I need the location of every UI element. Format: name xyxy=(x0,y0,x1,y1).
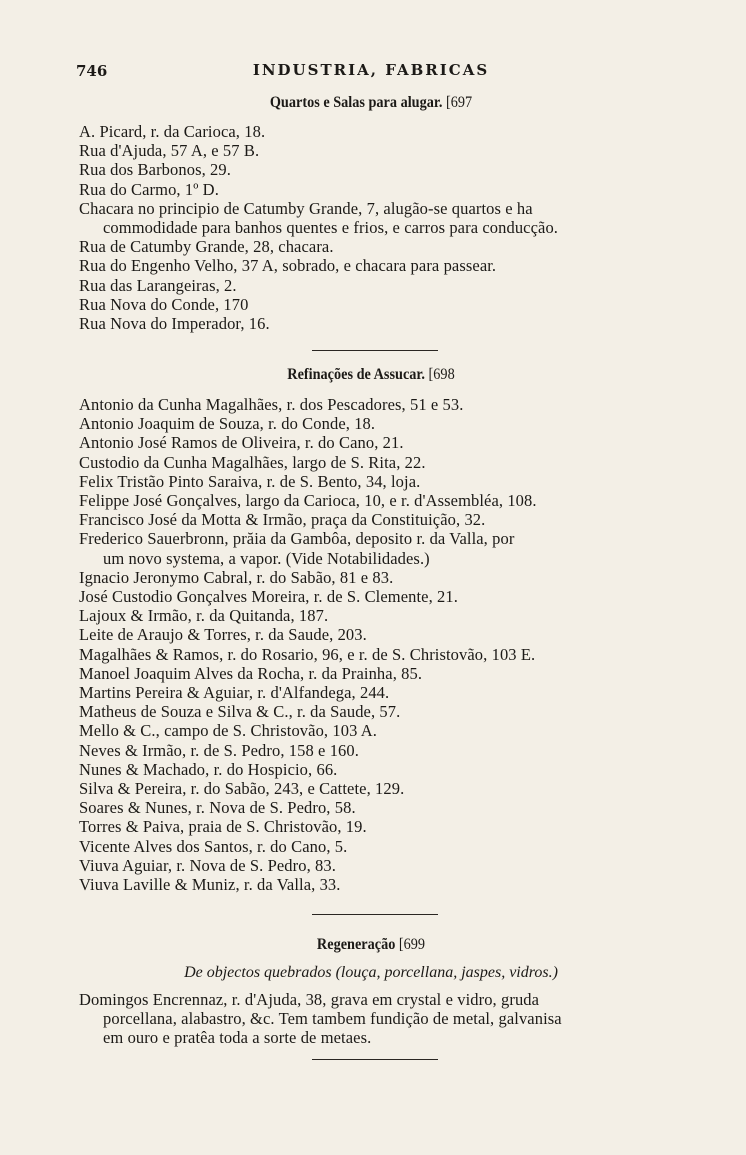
section-entries-quartos xyxy=(79,122,679,333)
list-item: Custodio da Cunha Magalhães, largo de S. Rita, 22. xyxy=(79,452,426,472)
list-item: Rua das Larangeiras, 2. xyxy=(79,275,237,295)
running-head xyxy=(76,60,666,84)
list-item: Magalhães & Ramos, r. do Rosario, 96, e r. de S. Christovão, 103 E. xyxy=(79,644,536,664)
list-item: Rua dos Barbonos, 29. xyxy=(79,160,231,180)
list-item-continuation: commodidade para banhos quentes e frios, e carros para conducção. xyxy=(103,218,559,238)
list-item-continuation: um novo systema, a vapor. (Vide Notabilidades.) xyxy=(103,548,430,568)
list-item: Martins Pereira & Aguiar, r. d'Alfandega, 244. xyxy=(79,683,390,703)
list-item-continuation: porcellana, alabastro, &c. Tem tambem fundição de metal, galvanisa xyxy=(103,1009,562,1029)
list-item: Lajoux & Irmão, r. da Quitanda, 187. xyxy=(79,606,329,626)
section-number: [699 xyxy=(398,936,426,953)
list-item: Felippe José Gonçalves, largo da Carioca, 10, e r. d'Assembléa, 108. xyxy=(79,491,537,511)
list-item: Antonio José Ramos de Oliveira, r. do Cano, 21. xyxy=(79,433,404,453)
list-item: Antonio da Cunha Magalhães, r. dos Pescadores, 51 e 53. xyxy=(79,395,464,414)
list-item: Chacara no principio de Catumby Grande, 7, alugão-se quartos e ha xyxy=(79,198,533,218)
list-item: Silva & Pereira, r. do Sabão, 243, e Cattete, 129. xyxy=(79,779,405,799)
list-item: Rua do Carmo, 1º D. xyxy=(79,179,219,199)
list-item: Mello & C., campo de S. Christovão, 103 A. xyxy=(79,721,377,741)
list-item: Antonio Joaquim de Souza, r. do Conde, 18. xyxy=(79,414,376,434)
section-entries-refinacoes xyxy=(79,395,679,894)
list-item: Francisco José da Motta & Irmão, praça da Constituição, 32. xyxy=(79,510,486,530)
section-divider xyxy=(312,1059,438,1060)
running-title: INDUSTRIA, FABRICAS xyxy=(252,61,490,79)
section-entries-regeneracao xyxy=(79,990,679,1048)
page-number: 746 xyxy=(76,62,108,80)
section-number: [697 xyxy=(446,94,473,111)
section-title-quartos xyxy=(100,94,643,112)
list-item: Rua Nova do Conde, 170 xyxy=(79,294,249,314)
section-divider xyxy=(312,914,438,915)
section-title-text: Quartos e Salas para alugar. xyxy=(269,94,443,111)
list-item: Frederico Sauerbronn, prăia da Gambôa, deposito r. da Valla, por xyxy=(79,529,515,549)
section-title-text: Refinações de Assucar. xyxy=(287,366,425,383)
list-item: Rua de Catumby Grande, 28, chacara. xyxy=(79,237,334,257)
list-item-continuation: em ouro e pratêa toda a sorte de metaes. xyxy=(103,1028,372,1048)
section-title-refinacoes xyxy=(100,366,643,384)
list-item: Leite de Araujo & Torres, r. da Saude, 203. xyxy=(79,625,367,645)
section-subtitle: De objectos quebrados (louça, porcellana, jaspes, vidros.) xyxy=(184,964,558,981)
list-item: Neves & Irmão, r. de S. Pedro, 158 e 160. xyxy=(79,740,359,760)
list-item: Rua do Engenho Velho, 37 A, sobrado, e chacara para passear. xyxy=(79,256,497,276)
list-item: Manoel Joaquim Alves da Rocha, r. da Prainha, 85. xyxy=(79,663,423,683)
list-item: Torres & Paiva, praia de S. Christovão, 19. xyxy=(79,817,367,837)
list-item: Vicente Alves dos Santos, r. do Cano, 5. xyxy=(79,836,348,856)
list-item: Nunes & Machado, r. do Hospicio, 66. xyxy=(79,759,338,779)
list-item: Soares & Nunes, r. Nova de S. Pedro, 58. xyxy=(79,798,356,818)
list-item: Rua d'Ajuda, 57 A, e 57 B. xyxy=(79,141,260,161)
list-item: Viuva Laville & Muniz, r. da Valla, 33. xyxy=(79,875,341,895)
section-title-regeneracao xyxy=(100,936,643,954)
list-item: Matheus de Souza e Silva & C., r. da Saude, 57. xyxy=(79,702,401,722)
list-item: Viuva Aguiar, r. Nova de S. Pedro, 83. xyxy=(79,855,336,875)
list-item: Rua Nova do Imperador, 16. xyxy=(79,314,270,334)
list-item: A. Picard, r. da Carioca, 18. xyxy=(79,122,266,141)
list-item: Felix Tristão Pinto Saraiva, r. de S. Bento, 34, loja. xyxy=(79,471,421,491)
list-item: Domingos Encrennaz, r. d'Ajuda, 38, grava em crystal e vidro, gruda xyxy=(79,990,540,1009)
section-divider xyxy=(312,350,438,351)
list-item: José Custodio Gonçalves Moreira, r. de S. Clemente, 21. xyxy=(79,587,458,607)
section-title-text: Regeneração xyxy=(316,936,396,953)
section-number: [698 xyxy=(428,366,455,383)
list-item: Ignacio Jeronymo Cabral, r. do Sabão, 81 e 83. xyxy=(79,567,394,587)
